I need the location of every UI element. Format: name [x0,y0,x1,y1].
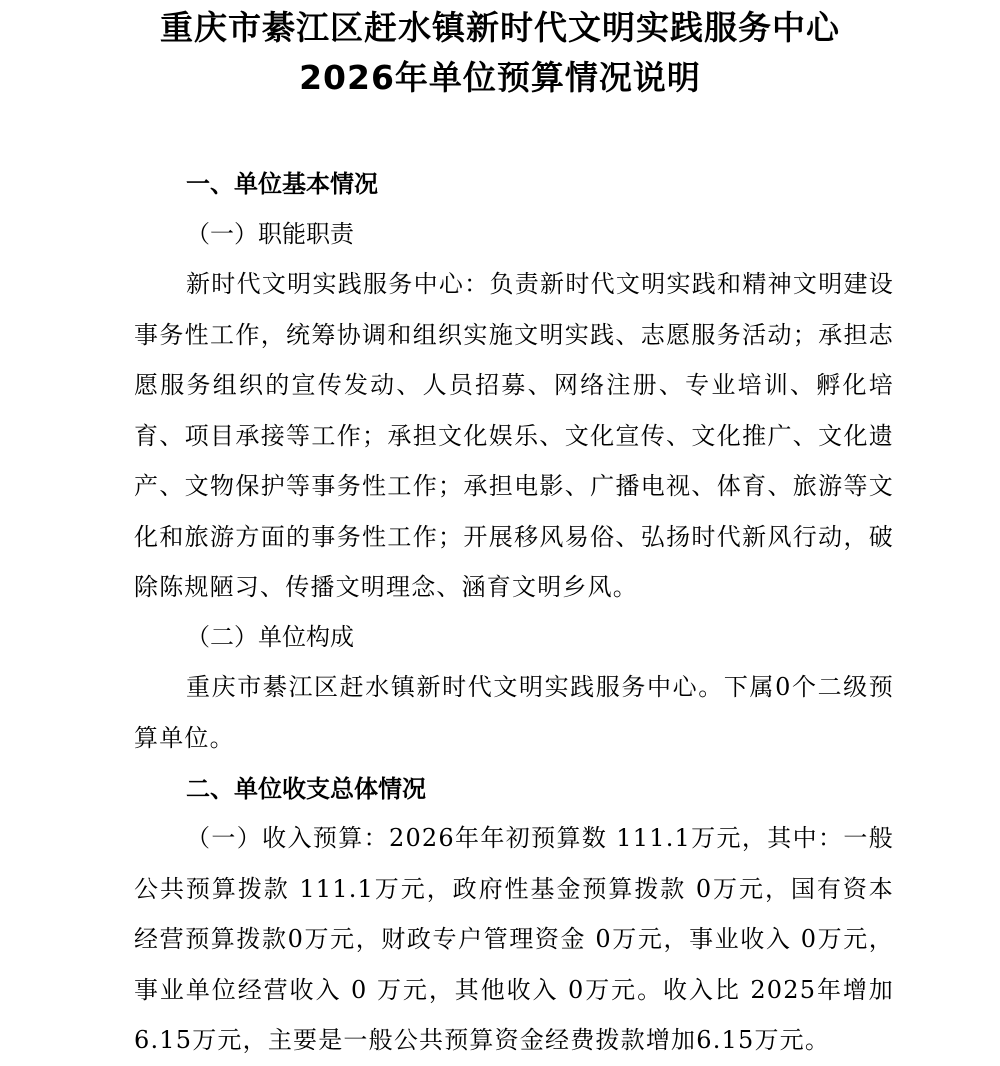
document-title-line-1: 重庆市綦江区赶水镇新时代文明实践服务中心 [160,8,840,47]
section-1-heading: 一、单位基本情况 [186,170,378,198]
section-1-sub-2-heading: （二）单位构成 [186,623,354,651]
section-1-sub-1-heading: （一）职能职责 [186,220,354,248]
duties-paragraph: 新时代文明实践服务中心：负责新时代文明实践和精神文明建设事务性工作，统筹协调和组织实施文明实践、志愿服务活动；承担志愿服务组织的宣传发动、人员招募、网络注册、专业培训、孵化培育、项目承接等工作；承担文化娱乐、文化宣传、文化推广、文化遗产、文物保护等事务性工作；承担电影、广播电视、体育、旅游等文化和旅游方面的事务性工作；开展移风易俗、弘扬时代新风行动，破除陈规陋习、传播文明理念、涵育文明乡风。 [134,270,894,601]
section-2-heading: 二、单位收支总体情况 [186,775,426,803]
income-budget-paragraph: （一）收入预算：2026年年初预算数 111.1万元，其中：一般公共预算拨款 111.1万元，政府性基金预算拨款 0万元，国有资本经营预算拨款0万元，财政专户管理资金 0万元，事业收入 0万元，事业单位经营收入 0 万元，其他收入 0万元。收入比 2025年增加6.15万元，主要是一般公共预算资金经费拨款增加6.15万元。 [134,824,894,1054]
document-title-line-2: 2026年单位预算情况说明 [299,58,701,97]
composition-paragraph: 重庆市綦江区赶水镇新时代文明实践服务中心。下属0个二级预算单位。 [134,673,894,752]
